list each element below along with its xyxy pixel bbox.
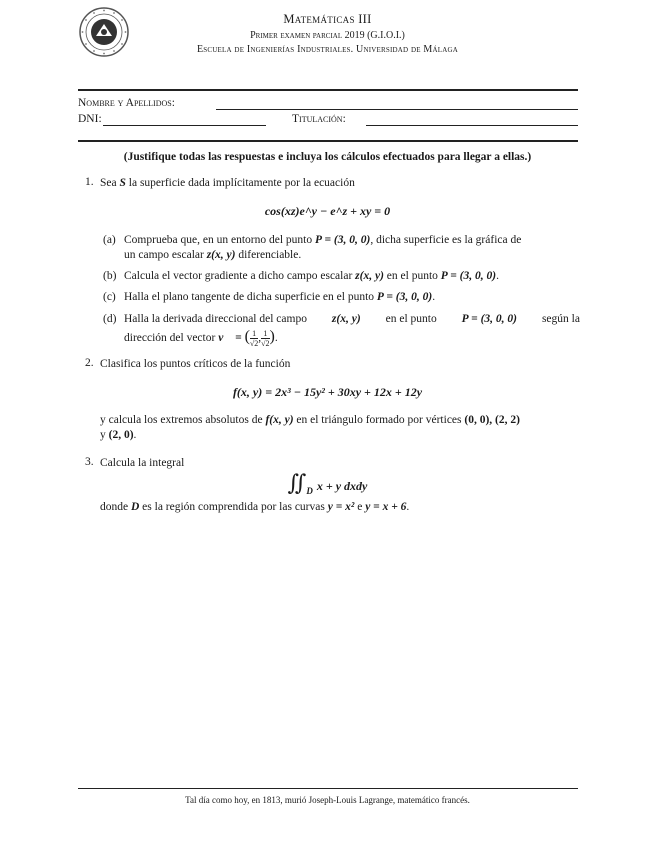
q2-intro: Clasifica los puntos críticos de la función bbox=[100, 358, 291, 370]
double-integral-symbol: ∬ bbox=[287, 470, 307, 495]
q2-number: 2. bbox=[85, 357, 94, 369]
dni-label: DNI: bbox=[78, 113, 102, 125]
q2-equation: f(x, y) = 2x³ − 15y² + 30xy + 12x + 12y bbox=[232, 385, 423, 399]
fraction-2: $\frac{1}{√2}$ bbox=[261, 329, 270, 348]
q1-number: 1. bbox=[85, 176, 94, 188]
instructions: (Justifique todas las respuestas e incluya los cálculos efectuados para llegar a ellas.) bbox=[123, 151, 532, 163]
school-name: Escuela de Ingenierías Industriales. Universidad de Málaga bbox=[197, 44, 458, 55]
course-title: Matemáticas III bbox=[283, 12, 372, 26]
q3-text: donde D es la región comprendida por las curvas y = x² e y = x + 6. bbox=[100, 501, 410, 513]
q1-intro: Sea S la superficie dada implícitamente por la ecuación bbox=[100, 177, 355, 189]
exam-subtitle: Primer examen parcial 2019 (G.I.O.I.) bbox=[250, 30, 405, 41]
q1-equation: cos(xz)e^y − e^z + xy = 0 bbox=[264, 204, 391, 218]
footer-divider bbox=[78, 788, 578, 789]
q2-text: y calcula los extremos absolutos de f(x, y) en el triángulo formado por vértices (0, 0), (2, 2) y (2, 0). bbox=[100, 414, 520, 441]
q1a-label: (a) bbox=[103, 234, 116, 246]
footer-note: Tal día como hoy, en 1813, murió Joseph-Louis Lagrange, matemático francés. bbox=[185, 795, 470, 805]
titulacion-label: Titulación: bbox=[292, 113, 346, 125]
q1b-text: Calcula el vector gradiente a dicho campo escalar z(x, y) en el punto P = (3, 0, 0). bbox=[124, 270, 499, 282]
q3-number: 3. bbox=[85, 456, 94, 468]
titulacion-field[interactable] bbox=[366, 125, 578, 126]
header-divider bbox=[78, 89, 578, 91]
q1c-label: (c) bbox=[103, 291, 116, 303]
q1a-text: Comprueba que, en un entorno del punto P = (3, 0, 0), dicha superficie es la gráfica de un campo escalar z(x, y) diferenciable. bbox=[124, 234, 522, 261]
q1d-label: (d) bbox=[103, 313, 117, 325]
q1d-text: Halla la derivada direccional del campo z(x, y) en el punto P = (3, 0, 0) según la dirección del vector v⃗ = ( $\frac{1}{√2}$ , $\frac{1}{√2}$ ). bbox=[124, 313, 580, 348]
name-label: Nombre y Apellidos: bbox=[78, 97, 175, 109]
dni-field[interactable] bbox=[103, 125, 266, 126]
q1b-label: (b) bbox=[103, 270, 117, 282]
q3-intro: Calcula la integral bbox=[100, 457, 185, 469]
form-divider bbox=[78, 140, 578, 142]
q3-integral: $∬_D$ x + y dxdy bbox=[287, 470, 368, 497]
q1c-text: Halla el plano tangente de dicha superficie en el punto P = (3, 0, 0). bbox=[124, 291, 436, 303]
fraction-1: $\frac{1}{√2}$ bbox=[249, 329, 259, 348]
name-field[interactable] bbox=[216, 109, 578, 110]
